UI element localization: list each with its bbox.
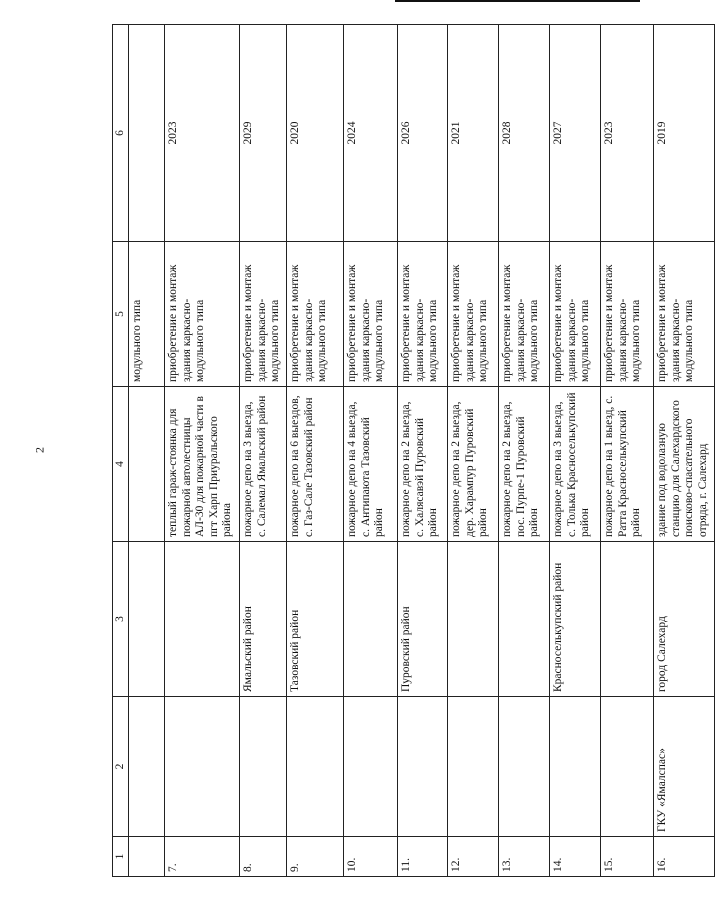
district-cell: Красноселькупский район xyxy=(550,542,601,697)
row-number: 12. xyxy=(448,837,499,877)
year-cell: 2023 xyxy=(601,25,654,242)
district-cell xyxy=(165,542,240,697)
table-row xyxy=(654,25,715,877)
header-row xyxy=(113,25,129,877)
object-cell: теплый гараж-стоянка для пожарной автолестницы АЛ-30 для пожарной части в пгт Харп Приуральского района xyxy=(165,387,240,542)
organization-cell xyxy=(448,697,499,837)
object-cell: пожарное депо на 3 выезда, с. Салемал Ямальский район xyxy=(240,387,287,542)
year-cell: 2019 xyxy=(654,25,715,242)
top-rule xyxy=(395,0,640,2)
row-number: 16. xyxy=(654,837,715,877)
header-cell: 1 xyxy=(113,837,129,877)
header-cell: 6 xyxy=(113,25,129,242)
page-number: 2 xyxy=(32,447,47,453)
organization-cell xyxy=(165,697,240,837)
header-cell: 4 xyxy=(113,387,129,542)
district-cell xyxy=(499,542,550,697)
district-cell: город Салехард xyxy=(654,542,715,697)
table-row xyxy=(287,25,344,877)
organization-cell xyxy=(287,697,344,837)
district-cell xyxy=(344,542,398,697)
table-row xyxy=(550,25,601,877)
work-cell: приобретение и монтаж здания каркасно-модульного типа xyxy=(398,242,448,387)
header-cell: 3 xyxy=(113,542,129,697)
rotated-table-container xyxy=(112,25,709,877)
district-cell xyxy=(601,542,654,697)
cell-empty xyxy=(129,542,165,697)
work-cell: приобретение и монтаж здания каркасно-модульного типа xyxy=(499,242,550,387)
year-cell: 2026 xyxy=(398,25,448,242)
work-cell: приобретение и монтаж здания каркасно-модульного типа xyxy=(601,242,654,387)
work-cell: приобретение и монтаж здания каркасно-модульного типа xyxy=(448,242,499,387)
table-row xyxy=(240,25,287,877)
header-cell: 5 xyxy=(113,242,129,387)
continuation-text: модульного типа xyxy=(129,242,165,387)
row-number: 13. xyxy=(499,837,550,877)
year-cell: 2024 xyxy=(344,25,398,242)
object-cell: пожарное депо на 2 выезда, с. Халясавэй Пуровский район xyxy=(398,387,448,542)
table-row xyxy=(601,25,654,877)
row-number: 8. xyxy=(240,837,287,877)
row-number: 10. xyxy=(344,837,398,877)
organization-cell xyxy=(344,697,398,837)
continuation-row xyxy=(129,25,165,877)
table-row xyxy=(165,25,240,877)
year-cell: 2027 xyxy=(550,25,601,242)
work-cell: приобретение и монтаж здания каркасно-модульного типа xyxy=(344,242,398,387)
organization-cell xyxy=(398,697,448,837)
organization-cell xyxy=(499,697,550,837)
object-cell: пожарное депо на 1 выезд, с. Ратта Красноселькупский район xyxy=(601,387,654,542)
year-cell: 2020 xyxy=(287,25,344,242)
district-cell: Ямальский район xyxy=(240,542,287,697)
object-cell: здание под водолазную станцию для Салехардского поисково-спасательного отряда, г. Салехард xyxy=(654,387,715,542)
row-number: 14. xyxy=(550,837,601,877)
object-cell: пожарное депо на 3 выезда, с. Толька Красноселькупский район xyxy=(550,387,601,542)
row-number: 9. xyxy=(287,837,344,877)
row-number: 15. xyxy=(601,837,654,877)
district-cell: Тазовский район xyxy=(287,542,344,697)
year-cell: 2029 xyxy=(240,25,287,242)
cell-empty xyxy=(129,837,165,877)
table-row xyxy=(499,25,550,877)
year-cell: 2028 xyxy=(499,25,550,242)
object-cell: пожарное депо на 2 выезда, дер. Харампур Пуровский район xyxy=(448,387,499,542)
table-row xyxy=(344,25,398,877)
row-number: 11. xyxy=(398,837,448,877)
cell-empty xyxy=(129,697,165,837)
work-cell: приобретение и монтаж здания каркасно-модульного типа xyxy=(654,242,715,387)
organization-cell xyxy=(601,697,654,837)
organization-cell xyxy=(550,697,601,837)
object-cell: пожарное депо на 6 выездов, с. Газ-Сале Тазовский район xyxy=(287,387,344,542)
year-cell: 2021 xyxy=(448,25,499,242)
work-cell: приобретение и монтаж здания каркасно-модульного типа xyxy=(240,242,287,387)
row-number: 7. xyxy=(165,837,240,877)
year-cell: 2023 xyxy=(165,25,240,242)
work-cell: приобретение и монтаж здания каркасно-модульного типа xyxy=(287,242,344,387)
table-row xyxy=(398,25,448,877)
organization-cell: ГКУ «Ямалспас» xyxy=(654,697,715,837)
district-cell xyxy=(448,542,499,697)
work-cell: приобретение и монтаж здания каркасно-модульного типа xyxy=(165,242,240,387)
cell-empty xyxy=(129,25,165,242)
cell-empty xyxy=(129,387,165,542)
table-row xyxy=(448,25,499,877)
header-cell: 2 xyxy=(113,697,129,837)
object-cell: пожарное депо на 2 выезда, пос. Пурпе-1 Пуровский район xyxy=(499,387,550,542)
work-cell: приобретение и монтаж здания каркасно-модульного типа xyxy=(550,242,601,387)
district-cell: Пуровский район xyxy=(398,542,448,697)
fire-depot-table xyxy=(112,24,715,877)
organization-cell xyxy=(240,697,287,837)
object-cell: пожарное депо на 4 выезда, с. Антипаюта Тазовский район xyxy=(344,387,398,542)
